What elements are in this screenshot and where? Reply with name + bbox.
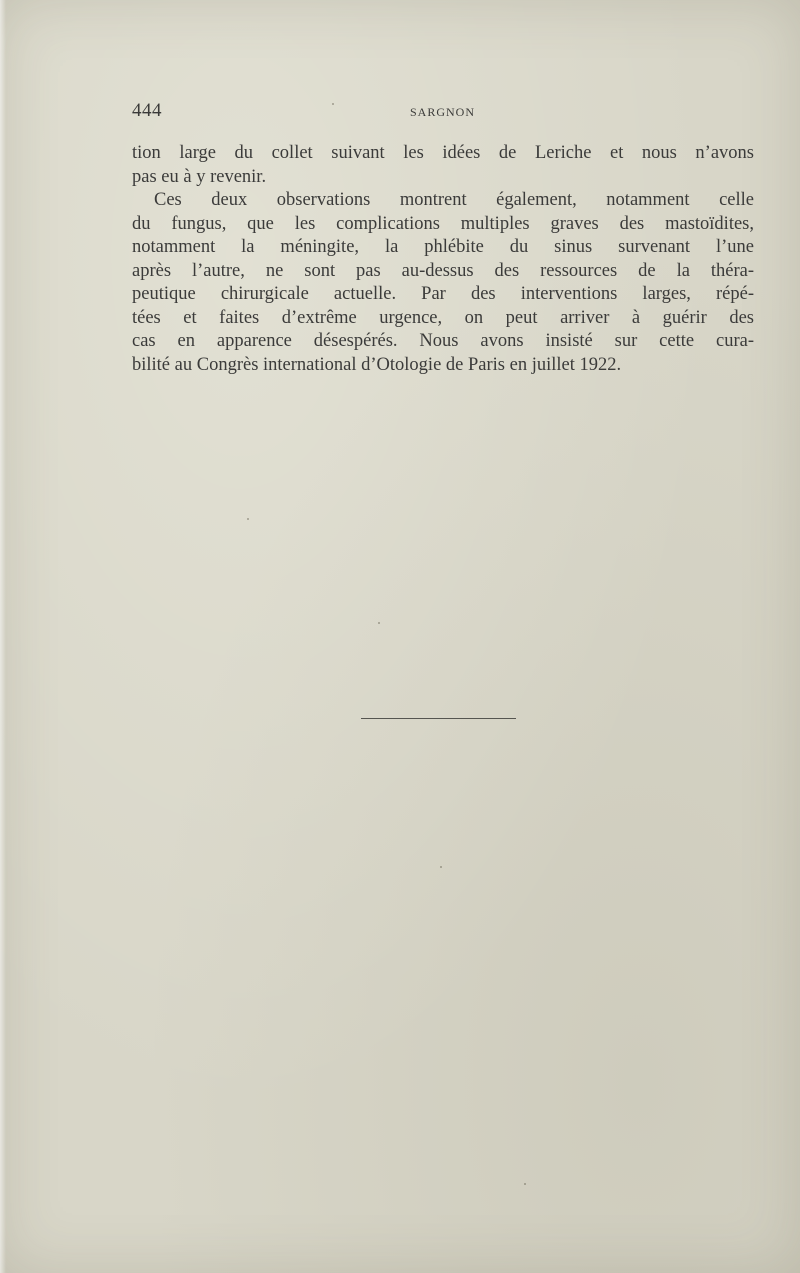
text-line: notamment la méningite, la phlébite du sinus survenant l’une [132,237,754,257]
paragraph-first-line: Ces deux observations montrent également, notamment celle [154,190,754,210]
body-text [132,142,754,377]
page-edge-highlight [0,0,6,1273]
text-line: pas eu à y revenir. [132,166,267,187]
paper-speck [378,622,380,624]
text-line: après l’autre, ne sont pas au-dessus des ressources de la théra- [132,260,754,281]
text-line: cas en apparence désespérés. Nous avons insisté sur cette cura- [132,331,754,351]
page-header [132,100,754,124]
text-line: peutique chirurgicale actuelle. Par des interventions larges, répé- [132,284,754,304]
text-line: tées et faites d’extrême urgence, on peut arriver à guérir des [132,307,754,328]
paper-speck [247,518,249,520]
paper-speck [524,1183,526,1185]
text-line: bilité au Congrès international d’Otologie de Paris en juillet 1922. [132,354,622,375]
text-line: du fungus, que les complications multiples graves des mastoïdites, [132,213,754,234]
section-end-rule [361,718,516,719]
paper-speck [440,866,442,868]
text-line: tion large du collet suivant les idées de Leriche et nous n’avons [132,143,754,163]
running-head: SARGNON [410,105,476,119]
page-number: 444 [132,100,162,121]
paper-speck [332,103,334,105]
